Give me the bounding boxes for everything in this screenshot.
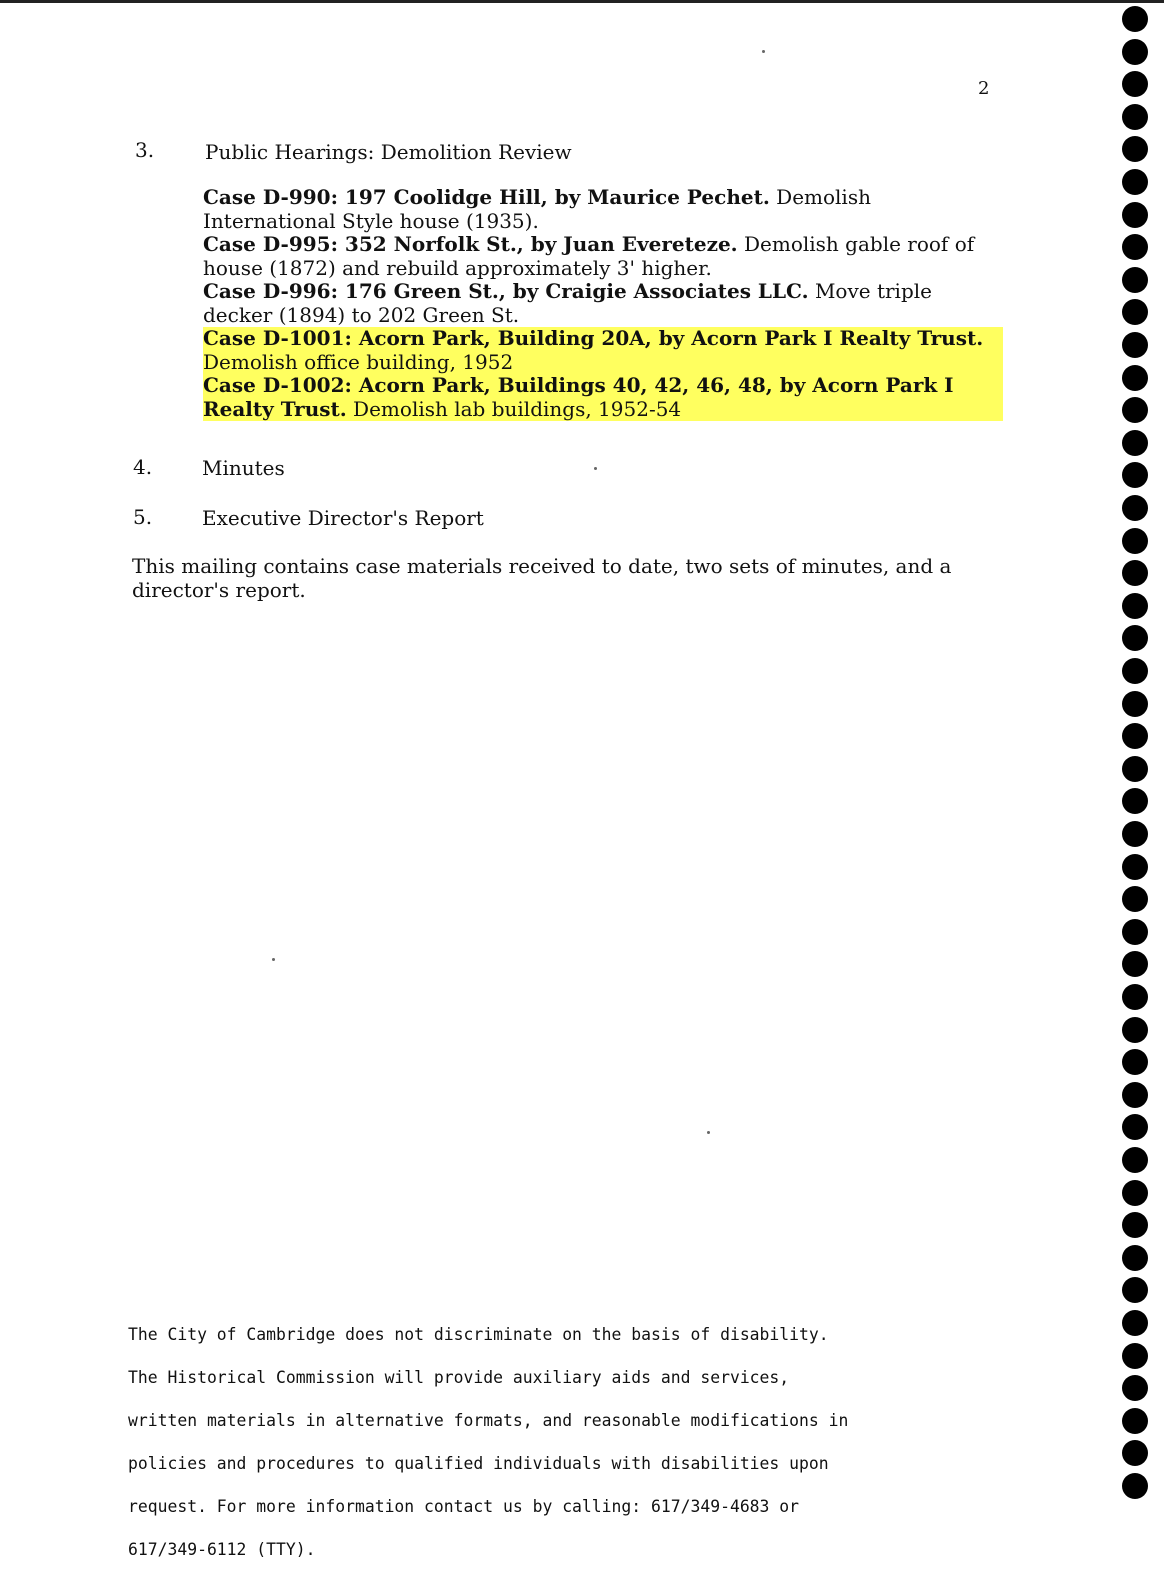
binding-hole	[1122, 984, 1148, 1010]
scan-speck	[272, 958, 275, 961]
binding-hole	[1122, 332, 1148, 358]
binding-hole	[1122, 1277, 1148, 1303]
binding-hole	[1122, 919, 1148, 945]
binding-hole	[1122, 299, 1148, 325]
binding-hole	[1122, 951, 1148, 977]
case-entry	[203, 233, 1003, 280]
case-heading: Case D-990: 197 Coolidge Hill, by Maurice Pechet.	[203, 185, 770, 209]
binding-hole	[1122, 1017, 1148, 1043]
case-description: Demolish lab buildings, 1952-54	[346, 396, 682, 421]
binding-hole	[1122, 756, 1148, 782]
case-entry-highlighted	[203, 374, 1003, 421]
binding-hole	[1122, 1212, 1148, 1238]
notice-line: request. For more information contact us by calling: 617/349-4683 or	[128, 1496, 800, 1516]
binding-holes	[1118, 0, 1148, 1500]
mailing-note: This mailing contains case materials received to date, two sets of minutes, and a director's report.	[132, 554, 952, 602]
binding-hole	[1122, 6, 1148, 32]
item-3-number: 3.	[135, 138, 155, 162]
case-heading: Case D-1002: Acorn Park, Buildings 40, 42, 46, 48, by Acorn Park I Realty Trust.	[203, 373, 954, 421]
notice-line: The Historical Commission will provide auxiliary aids and services,	[128, 1367, 790, 1387]
binding-hole	[1122, 691, 1148, 717]
case-heading: Case D-995: 352 Norfolk St., by Juan Evereteze.	[203, 232, 738, 256]
page-number: 2	[978, 78, 990, 99]
disability-notice	[128, 1302, 1008, 1582]
case-list	[203, 186, 1003, 421]
scan-top-edge	[0, 0, 1164, 3]
case-description: Demolish office building, 1952	[203, 349, 514, 374]
case-description: Demolish gable roof of house (1872) and rebuild approximately 3' higher.	[203, 232, 975, 280]
binding-hole	[1122, 1245, 1148, 1271]
binding-hole	[1122, 234, 1148, 260]
scan-speck	[707, 1131, 710, 1134]
item-4-number: 4.	[133, 455, 153, 479]
binding-hole	[1122, 202, 1148, 228]
binding-hole	[1122, 1473, 1148, 1499]
notice-line: The City of Cambridge does not discriminate on the basis of disability.	[128, 1324, 829, 1344]
binding-hole	[1122, 788, 1148, 814]
scan-speck	[762, 50, 765, 53]
binding-hole	[1122, 528, 1148, 554]
scan-speck	[594, 467, 597, 470]
binding-hole	[1122, 430, 1148, 456]
case-description: Demolish International Style house (1935).	[203, 185, 871, 233]
item-5-number: 5.	[133, 505, 153, 529]
binding-hole	[1122, 1114, 1148, 1140]
binding-hole	[1122, 136, 1148, 162]
binding-hole	[1122, 104, 1148, 130]
case-entry-highlighted	[203, 327, 1003, 374]
binding-hole	[1122, 1049, 1148, 1075]
binding-hole	[1122, 886, 1148, 912]
case-description: Move triple decker (1894) to 202 Green St.	[203, 279, 932, 327]
binding-hole	[1122, 71, 1148, 97]
binding-hole	[1122, 397, 1148, 423]
item-3-title: Public Hearings: Demolition Review	[205, 140, 572, 164]
binding-hole	[1122, 39, 1148, 65]
binding-hole	[1122, 625, 1148, 651]
binding-hole	[1122, 1440, 1148, 1466]
notice-line: policies and procedures to qualified individuals with disabilities upon	[128, 1453, 829, 1473]
binding-hole	[1122, 658, 1148, 684]
case-heading: Case D-1001: Acorn Park, Building 20A, by Acorn Park I Realty Trust.	[203, 326, 984, 350]
case-entry	[203, 186, 1003, 233]
binding-hole	[1122, 1147, 1148, 1173]
binding-hole	[1122, 821, 1148, 847]
binding-hole	[1122, 495, 1148, 521]
case-entry	[203, 280, 1003, 327]
binding-hole	[1122, 560, 1148, 586]
case-heading: Case D-996: 176 Green St., by Craigie Associates LLC.	[203, 279, 809, 303]
binding-hole	[1122, 1082, 1148, 1108]
binding-hole	[1122, 1408, 1148, 1434]
binding-hole	[1122, 1310, 1148, 1336]
item-5-title: Executive Director's Report	[202, 506, 484, 530]
binding-hole	[1122, 723, 1148, 749]
binding-hole	[1122, 1180, 1148, 1206]
binding-hole	[1122, 854, 1148, 880]
binding-hole	[1122, 267, 1148, 293]
notice-line: written materials in alternative formats, and reasonable modifications in	[128, 1410, 849, 1430]
binding-hole	[1122, 462, 1148, 488]
item-4-title: Minutes	[202, 456, 285, 480]
binding-hole	[1122, 1375, 1148, 1401]
binding-hole	[1122, 365, 1148, 391]
binding-hole	[1122, 1343, 1148, 1369]
binding-hole	[1122, 593, 1148, 619]
binding-hole	[1122, 169, 1148, 195]
notice-line: 617/349-6112 (TTY).	[128, 1539, 316, 1559]
